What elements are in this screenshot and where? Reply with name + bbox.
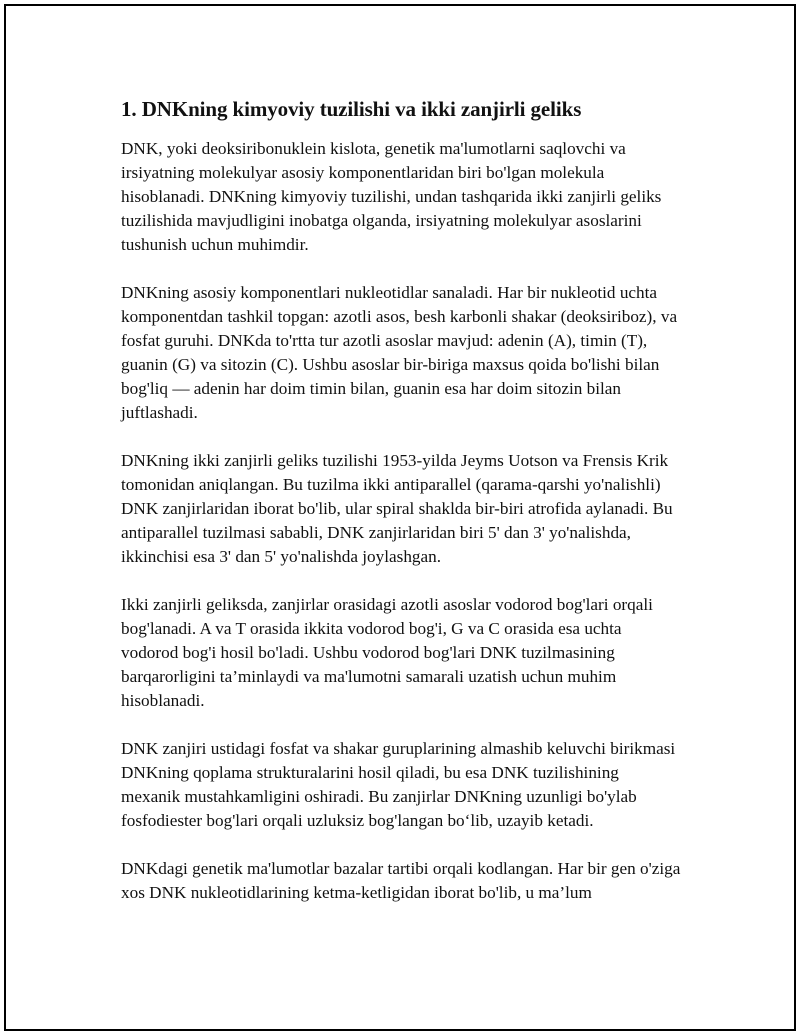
paragraph-3: DNKning ikki zanjirli geliks tuzilishi 1953-yilda Jeyms Uotson va Frensis Krik tomonidan aniqlangan. Bu tuzilma ikki antiparallel (qarama-qarshi yo'nalishli) DNK zanjirlaridan iborat bo'lib, ular spiral shaklda bir-biri atrofida aylanadi. Bu antiparallel tuzilmasi sababli, DNK zanjirlaridan biri 5' dan 3' yo'nalishda, ikkinchisi esa 3' dan 5' yo'nalishda joylashgan. <box>121 451 673 567</box>
paragraph-6: DNKdagi genetik ma'lumotlar bazalar tartibi orqali kodlangan. Har bir gen o'ziga xos DNK nukleotidlarining ketma-ketligidan iborat bo'lib, u ma’lum <box>121 859 681 903</box>
paragraph-4: Ikki zanjirli geliksda, zanjirlar orasidagi azotli asoslar vodorod bog'lari orqali bog'lanadi. A va T orasida ikkita vodorod bog'i, G va C orasida esa uchta vodorod bog'i hosil bo'ladi. Ushbu vodorod bog'lari DNK tuzilmasining barqarorligini ta’minlaydi va ma'lumotni samarali uzatish uchun muhim hisoblanadi. <box>121 595 653 711</box>
document-page <box>4 4 796 1031</box>
document-title: 1. DNKning kimyoviy tuzilishi va ikki zanjirli geliks <box>121 97 582 121</box>
document-body <box>121 96 681 929</box>
paragraph-1: DNK, yoki deoksiribonuklein kislota, genetik ma'lumotlarni saqlovchi va irsiyatning molekulyar asosiy komponentlaridan biri bo'lgan molekula hisoblanadi. DNKning kimyoviy tuzilishi, undan tashqarida ikki zanjirli geliks tuzilishida mavjudligini inobatga olganda, irsiyatning molekulyar asoslarini tushunish uchun muhimdir. <box>121 139 662 255</box>
paragraph-2: DNKning asosiy komponentlari nukleotidlar sanaladi. Har bir nukleotid uchta komponentdan tashkil topgan: azotli asos, besh karbonli shakar (deoksiriboz), va fosfat guruhi. DNKda to'rtta tur azotli asoslar mavjud: adenin (A), timin (T), guanin (G) va sitozin (C). Ushbu asoslar bir-biriga maxsus qoida bo'lishi bilan bog'liq — adenin har doim timin bilan, guanin esa har doim sitozin bilan juftlashadi. <box>121 283 678 423</box>
paragraph-5: DNK zanjiri ustidagi fosfat va shakar guruplarining almashib keluvchi birikmasi DNKning qoplama strukturalarini hosil qiladi, bu esa DNK tuzilishining mexanik mustahkamligini oshiradi. Bu zanjirlar DNKning uzunligi bo'ylab fosfodiester bog'lari orqali uzluksiz bog'langan bo‘lib, uzayib ketadi. <box>121 739 676 831</box>
